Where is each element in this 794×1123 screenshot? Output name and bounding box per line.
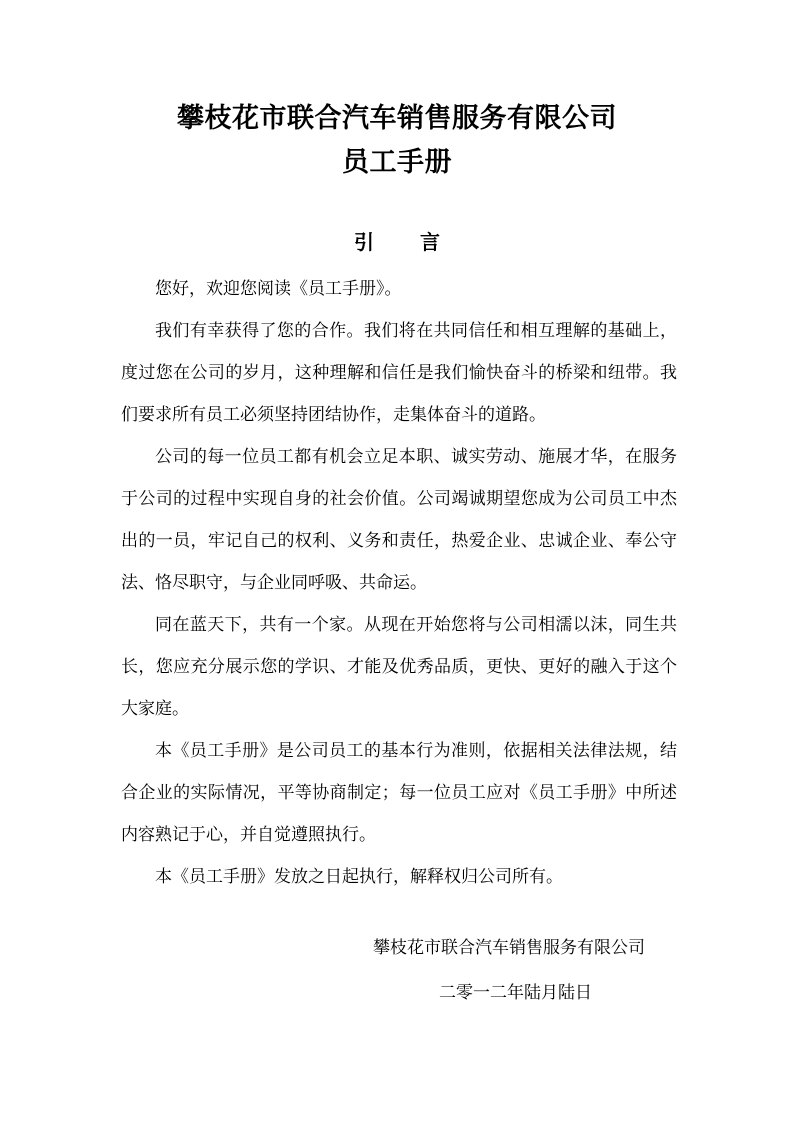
- document-subtitle: 员工手册: [342, 147, 452, 178]
- signature-date: 二零一二年陆月陆日: [439, 983, 592, 1003]
- paragraph-cooperation: 我们有幸获得了您的合作。我们将在共同信任和相互理解的基础上，度过您在公司的岁月，这种理解和信任是我们愉快奋斗的桥梁和纽带。我们要求所有员工必须坚持团结协作，走集体奋斗的道路。: [121, 321, 677, 425]
- paragraph-employee-value: 公司的每一位员工都有机会立足本职、诚实劳动、施展才华，在服务于公司的过程中实现自身的社会价值。公司竭诚期望您成为公司员工中杰出的一员，牢记自己的权利、义务和责任，热爱企业、忠诚企业、奉公守法、恪尽职守，与企业同呼吸、共命运。: [121, 447, 677, 593]
- paragraph-effective: 本《员工手册》发放之日起执行，解释权归公司所有。: [155, 867, 563, 887]
- document-title: 攀枝花市联合汽车销售服务有限公司: [177, 103, 617, 134]
- paragraph-rules: 本《员工手册》是公司员工的基本行为准则，依据相关法律法规，结合企业的实际情况，平等协商制定；每一位员工应对《员工手册》中所述内容熟记于心，并自觉遵照执行。: [121, 741, 677, 845]
- signature-company: 攀枝花市联合汽车销售服务有限公司: [373, 938, 645, 958]
- section-heading: 引言: [354, 230, 486, 254]
- body-text: [121, 268, 677, 898]
- paragraph-greeting: 您好，欢迎您阅读《员工手册》。: [155, 279, 402, 299]
- paragraph-family: 同在蓝天下，共有一个家。从现在开始您将与公司相濡以沫，同生共长，您应充分展示您的学识、才能及优秀品质，更快、更好的融入于这个大家庭。: [121, 615, 677, 719]
